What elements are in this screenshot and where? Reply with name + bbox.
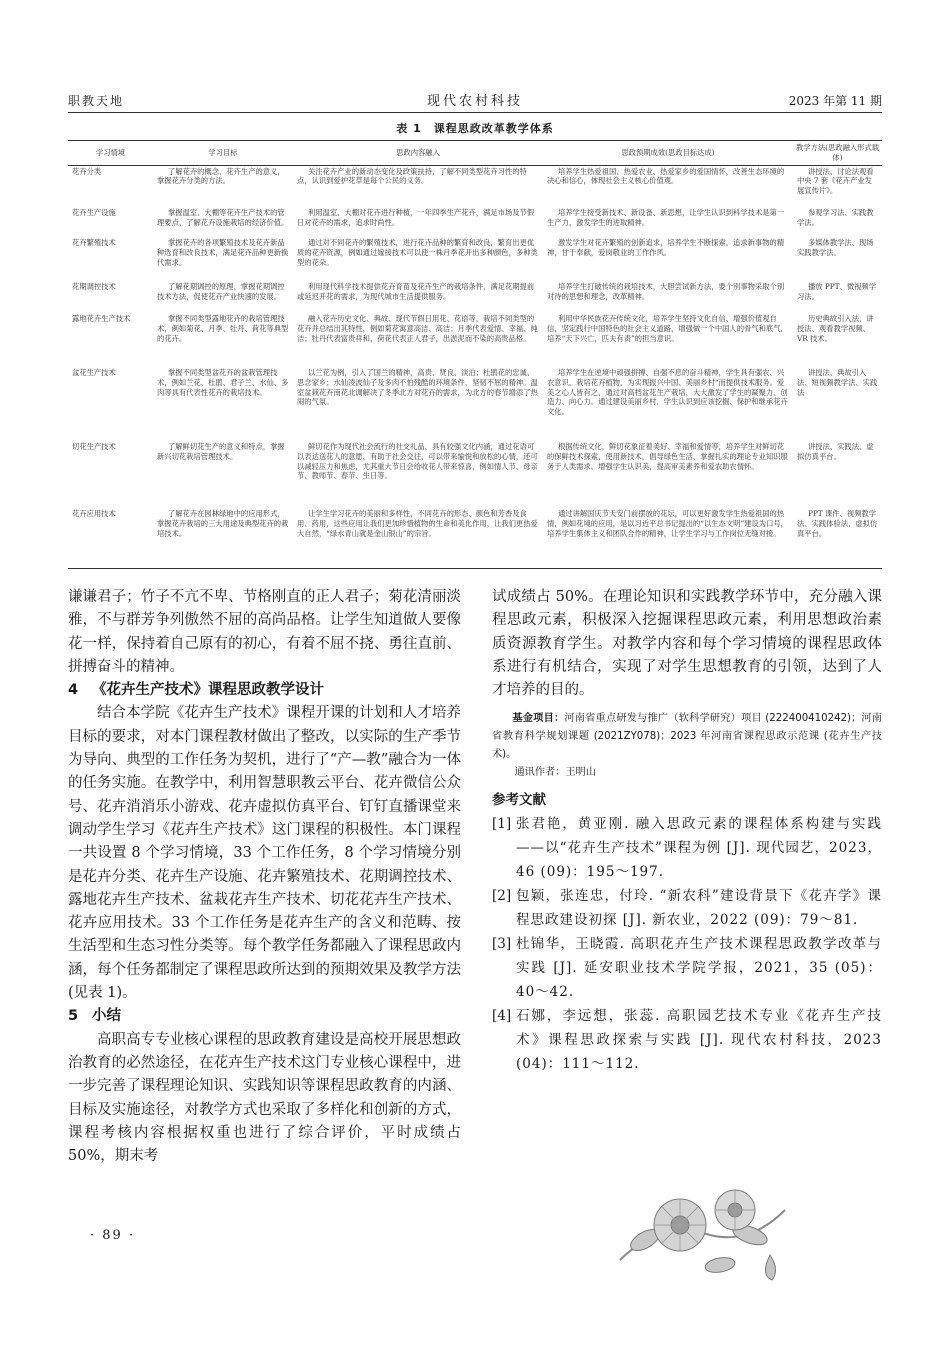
- references-heading: 参考文献: [492, 792, 546, 809]
- method-cell: 讲授法、讨论法观看中央 7 套《花卉产业发展宣传片》。: [797, 166, 874, 196]
- goal-cell: 了解花卉的概念、花卉生产的意义，掌握花卉分类的方法。: [157, 166, 285, 186]
- header-journal-title: 现代农村科技: [426, 94, 523, 109]
- paragraph: 谦谦君子；竹子不亢不卑、节格刚直的正人君子；菊花清丽淡雅，不与群芳争列傲然不屈的高尚品格。让学生知道做人要像花一样，保持着自己原有的初心，有着不屈不挠、勇往直前、拼搏奋斗的精神。: [68, 589, 461, 675]
- reference-number: [1]: [492, 816, 512, 833]
- reference-number: [2]: [492, 888, 512, 905]
- effect-cell: 利用中华民族花卉传统文化，培养学生坚持文化自信、增强价值观自信，坚定践行中国特色的社会主义道路，增强做一个中国人的骨气和底气，培养“天下兴亡，匹夫有责”的担当意识。: [547, 314, 788, 343]
- column-header: 学习情境: [68, 141, 153, 166]
- reference-item: [492, 1004, 882, 1076]
- section-title: 小结: [92, 1008, 121, 1025]
- method-cell: 讲授法、实践法、虚拟仿真平台。: [797, 442, 874, 461]
- content-cell: 通过对不同花卉的繁殖技术，进行花卉品种的繁育和改良，繁育出更优质的花卉资源，例如通过嫁接技术可以使一株月季花开出多种颜色，多种类型的花朵。: [297, 238, 538, 267]
- content-cell: 融入花卉历史文化、典故、现代节假日用花、花语等，栽培不同类型的花卉并总结出其特性，例如菊花寓意高洁、高洁；月季代表爱情、幸福、纯洁；牡丹代表富贵祥和，荷花代表正人君子，出淤泥而不染的高贵品格。: [297, 314, 538, 343]
- content-cell: 利用温室、大棚对花卉进行种植，一年四季生产花卉，满足市场及节假日对花卉的需求，追求时尚性。: [297, 208, 535, 227]
- effect-cell: 培养学生在逆境中顽强拼搏、自强不息的奋斗精神，学生具有强农、兴农意识，栽培花卉植物，为实现振兴中国、美丽乡村“而提供技术服务。爱美之心人皆有之，通过对高档盆花生产栽培，大大激发了学生的凝聚力、创造力、向心力。通过建设美丽乡村，学生认识到应该挖掘、保护和继承花卉文化。: [547, 368, 788, 417]
- table-row: [68, 237, 882, 281]
- section-number: 5: [68, 1008, 79, 1025]
- situation-cell: 花卉分类: [72, 166, 102, 176]
- goal-cell: 掌握温室、大棚等花卉生产技术的管理要点，了解花卉设施栽培的经济价值。: [157, 208, 289, 227]
- method-cell: 参观学习法、实践教学法。: [797, 208, 874, 227]
- column-header: 思政内容融入: [293, 141, 543, 166]
- section-heading: [68, 679, 461, 702]
- situation-cell: 露地花卉生产技术: [72, 314, 131, 324]
- reference-item: [492, 812, 882, 884]
- teaching-system-table: [68, 140, 882, 569]
- table-row: [68, 367, 882, 441]
- funding-text: 河南省重点研发与推广（软科学研究）项目 (222400410242)；河南省教育科学规划课题 (2021ZY078)；2023 年河南省课程思政示范课 (花卉生产技术)。: [492, 713, 883, 761]
- table-row: [68, 508, 882, 568]
- section-number: 4: [68, 682, 79, 699]
- goal-cell: 掌握不同类型露地花卉的栽培管理技术，例如菊花、月季、牡丹、荷花等典型的花卉。: [157, 314, 289, 343]
- section-heading: [68, 1005, 461, 1028]
- situation-cell: 切花生产技术: [72, 442, 116, 452]
- flower-illustration-icon: [600, 1180, 800, 1290]
- column-header: 学习目标: [153, 141, 293, 166]
- goal-cell: 掌握花卉的各项繁殖技术及花卉新品种选育和改良技术，满足花卉品种更新换代需求。: [157, 238, 289, 267]
- goal-cell: 了解花卉在园林绿地中的应用形式，掌握花卉栽培的三大用途及典型花卉的栽培技术。: [153, 508, 293, 568]
- header-column-name: 职教天地: [68, 94, 125, 108]
- content-cell: 以兰花为例，引入了国兰的精神，高贵、贤良、淡泊；杜鹃花的忠诚、思念家乡；水仙凌波仙子及多肉不怕残酷的环境条件，坚韧不屈的精神。温室盆栽花卉南花北调解决了冬季北方对花卉的需求，为北方的春节增添了热闹的气氛。: [297, 368, 538, 407]
- corresponding-author: 通讯作者：王明山: [514, 767, 596, 779]
- table-row: [68, 441, 882, 508]
- reference-number: [3]: [492, 936, 512, 953]
- goal-cell: 了解花期调控的原理，掌握花期调控技术方法，促使花卉产业快速的发展。: [157, 282, 285, 301]
- section-title: 《花卉生产技术》课程思政教学设计: [92, 682, 324, 699]
- header-divider: [68, 112, 882, 113]
- method-cell: 多媒体教学法、现场实践教学法。: [797, 238, 874, 257]
- page-number: · 89 ·: [90, 1228, 136, 1243]
- reference-text: 石娜，李远想，张蕊. 高职园艺技术专业《花卉生产技术》课程思政探索与实践 [J]. 现代农村科技，2023 (04)：111～112.: [516, 1008, 882, 1073]
- situation-cell: 盆花生产技术: [72, 368, 116, 378]
- effect-cell: 培养学生热爱祖国、热爱农业、热爱家乡的爱国情怀，改善生态环境的决心和信心，体现社会主义核心价值观。: [547, 166, 785, 186]
- effect-cell: 通过讲解国庆节天安门前摆放的花坛，可以更好激发学生热爱祖国的热情，例如花境的应用，是以习近平总书记提出的“以生态文明”建设为口号，培养学生集体主义和团队合作的精神，让学生学习与工作岗位无缝对接。: [543, 508, 793, 568]
- left-column: [68, 586, 461, 1168]
- header-issue: 2023 年第 11 期: [788, 94, 882, 108]
- goal-cell: 掌握不同类型盆花卉的盆栽管理技术，例如兰花、杜鹃、君子兰、水仙、多肉等具有代表性花卉的栽培技术。: [157, 368, 289, 397]
- paragraph: 试成绩占 50%。在理论知识和实践教学环节中，充分融入课程思政元素，积极深入挖掘课程思政元素，利用思想政治素质资源教育学生。对教学内容和每个学习情境的课程思政体系进行有机结合，实现了对学生思想教育的引领，达到了人才培养的目的。: [492, 589, 882, 699]
- table-header-row: [68, 141, 882, 166]
- content-cell: 关注花卉产业的新动态变化及政策扶持，了解不同类型花卉习性的特点，认识到爱护花草是每个公民的义务。: [297, 166, 527, 186]
- funding-note: [492, 710, 882, 764]
- effect-cell: 激发学生对花卉繁殖的创新追求，培养学生不断探索，追求新事物的精神，甘于奉献，爱岗敬业的工作作风。: [547, 238, 785, 257]
- reference-number: [4]: [492, 1008, 512, 1025]
- reference-text: 包颖，张连忠，付玲. “新农科”建设背景下《花卉学》课程思政建设初探 [J]. 新农业，2022 (09)：79～81.: [516, 888, 882, 929]
- goal-cell: 了解鲜切花生产的意义和特点，掌握新兴切花栽培管理技术。: [157, 442, 285, 461]
- effect-cell: 根据传统文化，鲜切花象征着美好、幸福和爱情等，培养学生对鲜切花的保鲜技术探索，使用新技术，倡导绿色生活，掌握扎实的理论专业知识服务于人类需求。增强学生认识美，提高审美素养和爱农助农情怀。: [547, 442, 788, 471]
- paragraph: 高职高专专业核心课程的思政教育建设是高校开展思想政治教育的必然途径，在花卉生产技术这门专业核心课程中，进一步完善了课程理论知识、实践知识等课程思政教育的内涵、目标及实施途径，对教学方式也采取了多样化和创新的方式，课程考核内容根据权重也进行了综合评价，平时成绩占 50%，期末考: [68, 1031, 461, 1165]
- situation-cell: 花期调控技术: [72, 282, 116, 292]
- column-header: 思政预期成效(思政目标达成): [543, 141, 793, 166]
- situation-cell: 花卉繁殖技术: [72, 238, 116, 248]
- table-title: 表 1 课程思政改革教学体系: [396, 122, 554, 135]
- reference-text: 张君艳，黄亚刚. 融入思政元素的课程体系构建与实践——以“花卉生产技术”课程为例 [J]. 现代园艺，2023，46 (09)：195～197.: [516, 816, 882, 881]
- reference-item: [492, 884, 882, 932]
- right-column: [492, 586, 882, 1076]
- effect-cell: 培养学生打破传统的栽培技术，大胆尝试新方法，要个别事物采取个别对待的思想和理念，改革精神。: [547, 282, 785, 301]
- content-cell: 让学生学习花卉的美丽和多样性，不同花卉的形态、颜色和芳香及食用、药用，这些应用让我们更加珍惜植物的生命和美化作用，让我们更热爱大自然，“绿水青山就是金山银山”的宗旨。: [293, 508, 543, 568]
- table-row: [68, 165, 882, 207]
- paragraph: 结合本学院《花卉生产技术》课程开课的计划和人才培养目标的要求，对本门课程教材做出了整改，以实际的生产季节为导向、典型的工作任务为契机，进行了“产—教”融合为一体的任务实施。在教学中，利用智慧职教云平台、花卉微信公众号、花卉消消乐小游戏、花卉虚拟仿真平台、钉钉直播课堂来调动学生学习《花卉生产技术》这门课程的积极性。本门课程一共设置 8 个学习情境，33 个工作任务，8 个学习情境分别是花卉分类、花卉生产设施、花卉繁殖技术、花期调控技术、露地花卉生产技术、盆栽花卉生产技术、切花花卉生产技术、花卉应用技术。33 个工作任务是花卉生产的含义和范畴、按生活型和生态习性分类等。每个教学任务都融入了课程思政内涵，每个任务都制定了课程思政所达到的预期效果及教学方法(见表 1)。: [68, 705, 461, 1002]
- content-cell: 利用现代科学技术提供花卉育苗及花卉生产的栽培条件，满足花期提前或延迟开花的需求，为现代城市生活提供服务。: [297, 282, 535, 301]
- method-cell: 历史典故引入法、讲授法、观看教学视频、VR 技术。: [797, 314, 874, 343]
- content-cell: 鲜切花作为现代社会流行的社交礼品，具有较强文化内涵，通过花语可以表达送花人的意愿，有助于社会交往，可以带来愉悦和放松的心情，还可以减轻压力和焦虑，尤其重大节日会给收花人带来惊喜，例如情人节、母亲节、教师节、春节、生日等。: [297, 442, 538, 481]
- reference-text: 杜锦华，王晓霞. 高职花卉生产技术课程思政教学改革与实践 [J]. 延安职业技术学院学报，2021，35 (05)：40～42.: [516, 936, 882, 1001]
- column-header: 教学方法(思政融入形式载体): [793, 141, 882, 166]
- funding-label: 基金项目：: [512, 713, 565, 725]
- table-row: [68, 313, 882, 367]
- table-row: [68, 207, 882, 237]
- method-cell: 播放 PPT、微视频学习法。: [797, 282, 877, 301]
- effect-cell: 培养学生接受新技术、新设备、新思想，让学生认识到科学技术是第一生产力，激发学生的进取精神。: [547, 208, 785, 227]
- method-cell: 讲授法、典故引入法、短视频教学法、实践法: [797, 368, 878, 397]
- table-row: [68, 281, 882, 313]
- situation-cell: 花卉生产设施: [72, 208, 116, 218]
- reference-item: [492, 932, 882, 1004]
- situation-cell: 花卉应用技术: [68, 508, 153, 568]
- method-cell: PPT 课件、视频教学法、实践体验法、虚拟仿真平台。: [793, 508, 882, 568]
